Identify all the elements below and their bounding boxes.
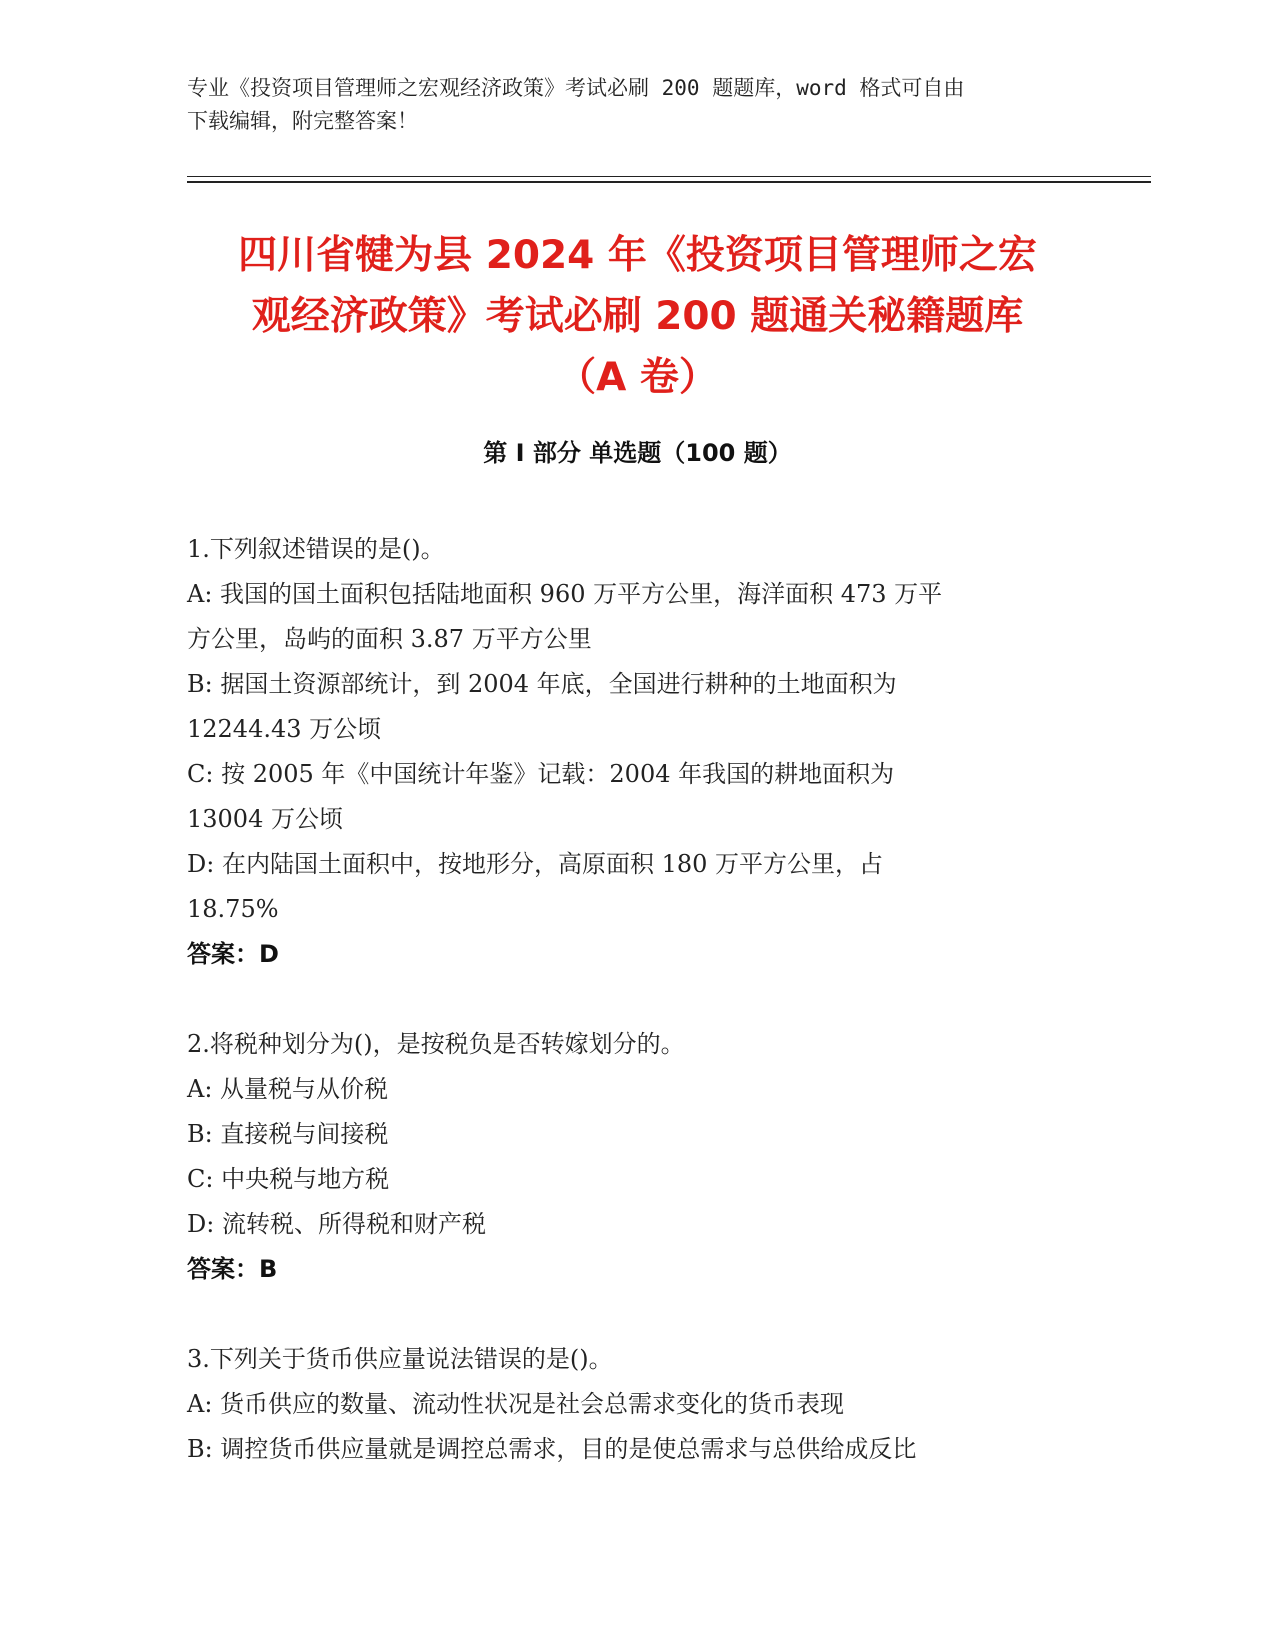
question-list <box>187 527 1087 1517</box>
question-option-line: 12244.43 万公顷 <box>187 715 382 743</box>
header-note: 专业《投资项目管理师之宏观经济政策》考试必刷 200 题题库，word 格式可自由 下载编辑，附完整答案！ <box>187 76 965 133</box>
title-line: 观经济政策》考试必刷 200 题通关秘籍题库 <box>251 294 1024 339</box>
title-line: 四川省犍为县 2024 年《投资项目管理师之宏 <box>238 233 1037 278</box>
question-stem: 1.下列叙述错误的是()。 <box>187 535 445 563</box>
question-answer: 答案：D <box>187 940 279 968</box>
question-2 <box>187 1022 1087 1292</box>
question-option-line: B: 据国土资源部统计，到 2004 年底，全国进行耕种的土地面积为 <box>187 670 897 698</box>
question-option-line: A: 从量税与从价税 <box>187 1075 389 1103</box>
question-option-line: C: 中央税与地方税 <box>187 1165 390 1193</box>
question-option-line: C: 按 2005 年《中国统计年鉴》记载：2004 年我国的耕地面积为 <box>187 760 895 788</box>
question-answer: 答案：B <box>187 1255 278 1283</box>
question-option-line: A: 货币供应的数量、流动性状况是社会总需求变化的货币表现 <box>187 1390 845 1418</box>
question-option-line: B: 调控货币供应量就是调控总需求，目的是使总需求与总供给成反比 <box>187 1435 917 1463</box>
question-stem: 3.下列关于货币供应量说法错误的是()。 <box>187 1345 613 1373</box>
question-option-line: 方公里，岛屿的面积 3.87 万平方公里 <box>187 625 592 653</box>
question-option-line: A: 我国的国土面积包括陆地面积 960 万平方公里，海洋面积 473 万平 <box>187 580 943 608</box>
header-rule-thin <box>187 176 1151 177</box>
header-rule-thick <box>187 181 1151 183</box>
question-option-line: D: 在内陆国土面积中，按地形分，高原面积 180 万平方公里，占 <box>187 850 884 878</box>
question-option-line: 18.75% <box>187 895 279 923</box>
question-3 <box>187 1337 1087 1472</box>
question-1 <box>187 527 1087 977</box>
question-stem: 2.将税种划分为()，是按税负是否转嫁划分的。 <box>187 1030 685 1058</box>
question-option-line: 13004 万公顷 <box>187 805 343 833</box>
title-line: （A 卷） <box>557 355 718 400</box>
question-option-line: B: 直接税与间接税 <box>187 1120 389 1148</box>
document-title <box>150 225 1125 408</box>
question-option-line: D: 流转税、所得税和财产税 <box>187 1210 486 1238</box>
section-heading: 第 I 部分 单选题（100 题） <box>483 439 792 467</box>
